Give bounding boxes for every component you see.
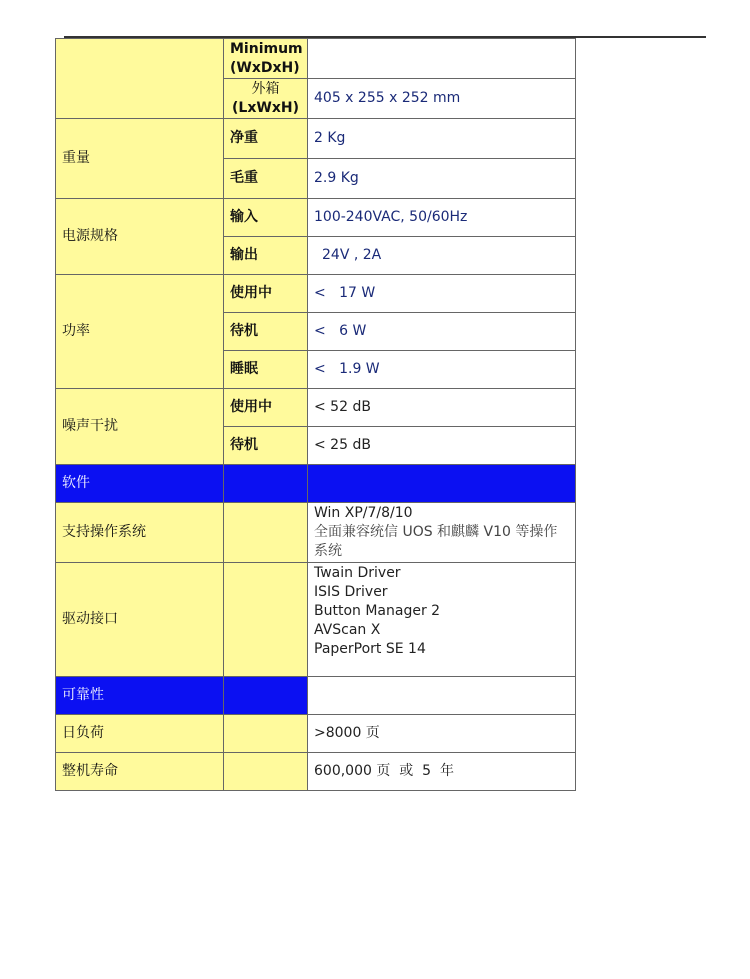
driver-item: Twain Driver [314, 565, 401, 581]
os-value-line: 系统 [314, 543, 342, 559]
os-value-line: 全面兼容统信 UOS 和麒麟 V10 等操作 [314, 524, 558, 540]
daily-load-label: 日负荷 [56, 715, 224, 753]
driver-item: PaperPort SE 14 [314, 641, 426, 657]
outer-box-label-line1: 外箱 [251, 80, 280, 97]
os-label: 支持操作系统 [56, 503, 224, 563]
driver-item: Button Manager 2 [314, 603, 441, 619]
table-row [56, 465, 576, 503]
table-row [56, 389, 576, 427]
power-input-label: 输入 [224, 199, 308, 237]
drivers-sub-cell [224, 563, 308, 677]
table-row [56, 715, 576, 753]
noise-standby-value: < 25 dB [308, 427, 576, 465]
os-value-line: Win XP/7/8/10 [314, 505, 413, 521]
driver-item: AVScan X [314, 622, 381, 638]
power-output-value: 24V , 2A [308, 237, 576, 275]
power-in-use-label: 使用中 [224, 275, 308, 313]
table-row [56, 753, 576, 791]
power-spec-label: 电源规格 [56, 199, 224, 275]
power-label: 功率 [56, 275, 224, 389]
spec-table [55, 38, 576, 791]
net-weight-label: 净重 [224, 119, 308, 159]
net-weight-value: 2 Kg [308, 119, 576, 159]
reliability-header-spacer [308, 677, 576, 715]
os-sub-cell [224, 503, 308, 563]
dimension-category-cell [56, 39, 224, 119]
table-row [56, 503, 576, 563]
power-output-label: 输出 [224, 237, 308, 275]
outer-box-label-line2: (LxWxH) [232, 99, 299, 116]
software-header-spacer [224, 465, 308, 503]
noise-label: 噪声干扰 [56, 389, 224, 465]
power-sleep-label: 睡眠 [224, 351, 308, 389]
power-standby-label: 待机 [224, 313, 308, 351]
lifetime-value: 600,000 页 或 5 年 [308, 753, 576, 791]
software-header-spacer [308, 465, 576, 503]
table-row [56, 39, 576, 79]
weight-label: 重量 [56, 119, 224, 199]
gross-weight-value: 2.9 Kg [308, 159, 576, 199]
outer-box-label [224, 79, 308, 119]
daily-load-value: >8000 页 [308, 715, 576, 753]
table-row [56, 199, 576, 237]
table-row [56, 677, 576, 715]
lifetime-sub-cell [224, 753, 308, 791]
lifetime-label: 整机寿命 [56, 753, 224, 791]
drivers-value [308, 563, 576, 677]
outer-box-value: 405 x 255 x 252 mm [308, 79, 576, 119]
dimension-min-label: Minimum (WxDxH) [224, 39, 308, 79]
os-value [308, 503, 576, 563]
table-row [56, 563, 576, 677]
driver-item: ISIS Driver [314, 584, 388, 600]
daily-load-sub-cell [224, 715, 308, 753]
noise-standby-label: 待机 [224, 427, 308, 465]
reliability-header: 可靠性 [56, 677, 224, 715]
power-input-value: 100-240VAC, 50/60Hz [308, 199, 576, 237]
power-standby-value: < 6 W [308, 313, 576, 351]
gross-weight-label: 毛重 [224, 159, 308, 199]
table-row [56, 275, 576, 313]
drivers-label: 驱动接口 [56, 563, 224, 677]
power-in-use-value: < 17 W [308, 275, 576, 313]
table-row [56, 119, 576, 159]
noise-in-use-value: < 52 dB [308, 389, 576, 427]
dimension-min-value [308, 39, 576, 79]
software-header: 软件 [56, 465, 224, 503]
noise-in-use-label: 使用中 [224, 389, 308, 427]
power-sleep-value: < 1.9 W [308, 351, 576, 389]
reliability-header-spacer [224, 677, 308, 715]
